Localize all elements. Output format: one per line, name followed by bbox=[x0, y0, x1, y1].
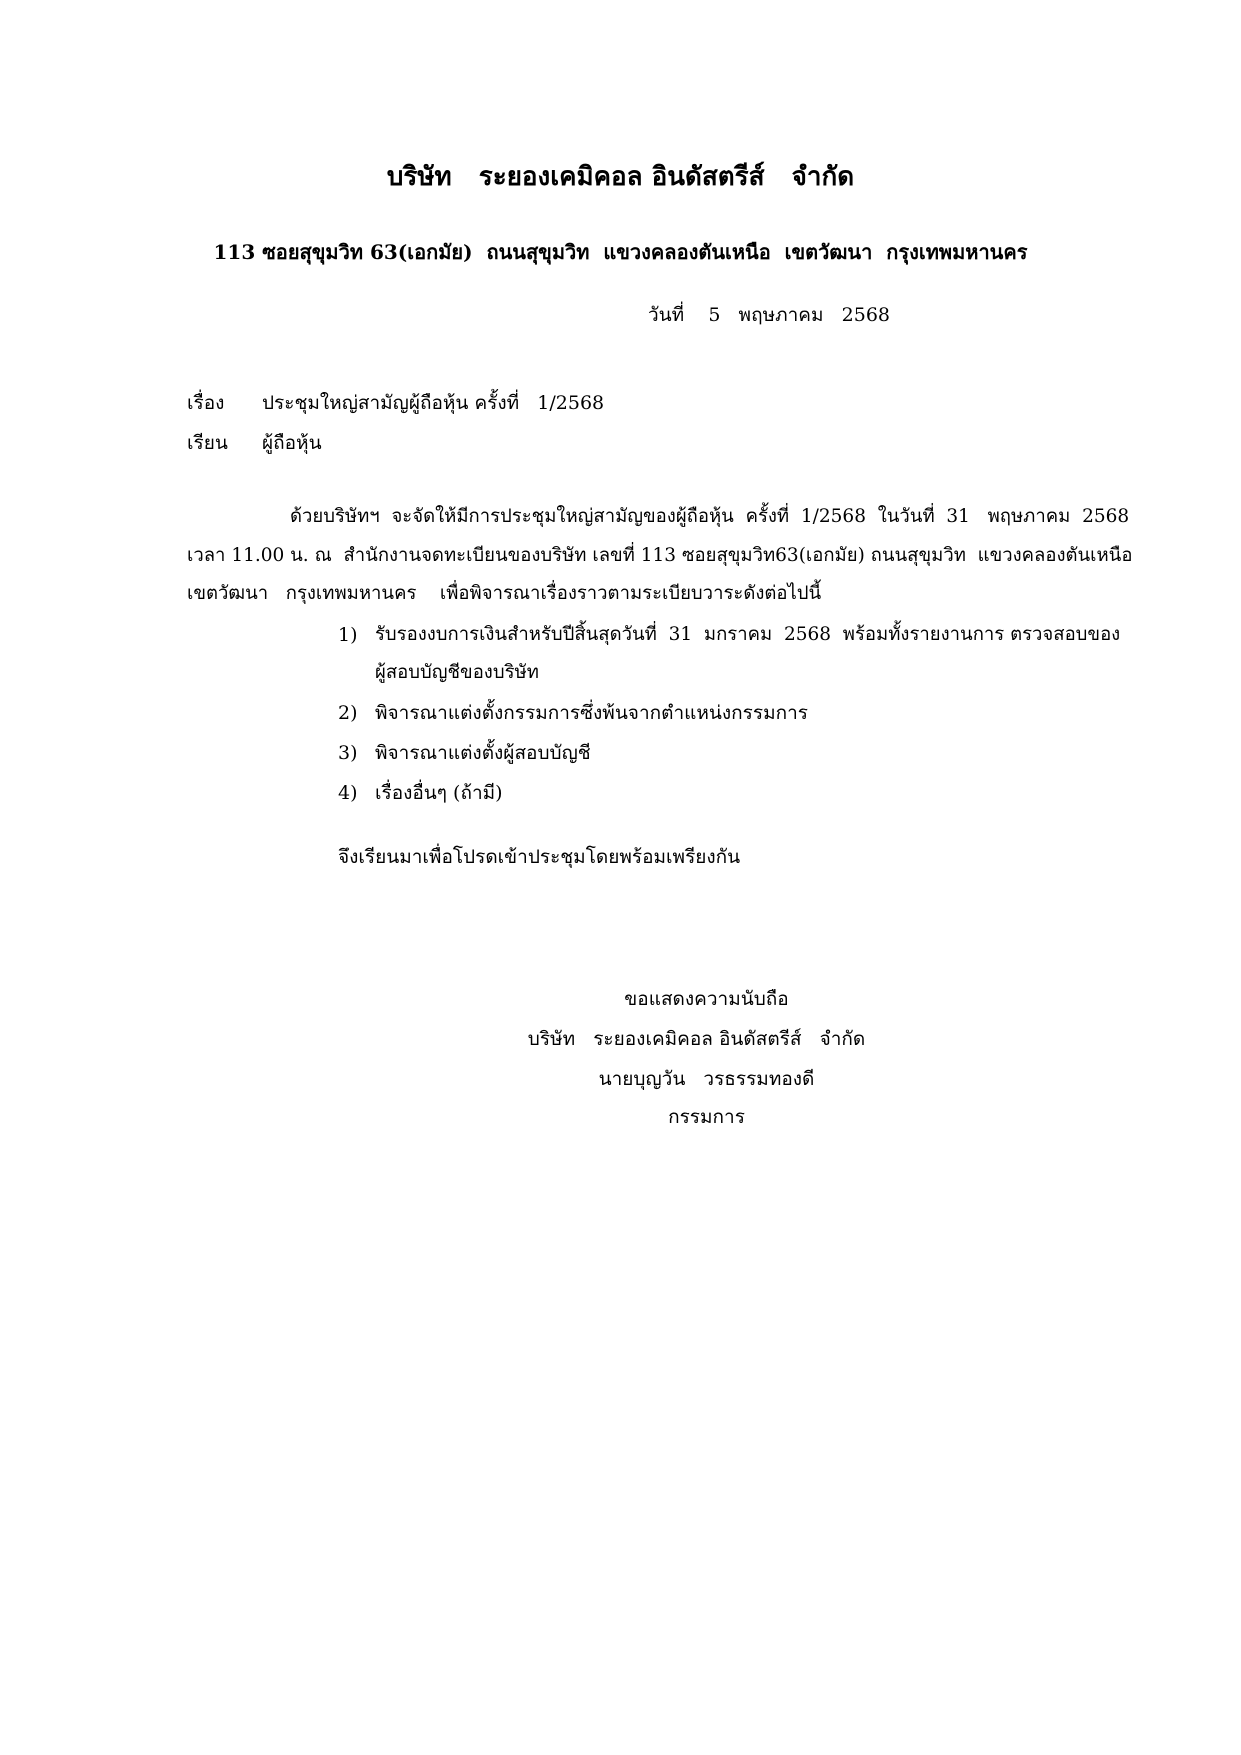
agenda-item-text: รับรองงบการเงินสำหรับปีสิ้นสุดวันที่ 31 มกราคม 2568 พร้อมทั้งรายงานการ ตรวจสอบของ bbox=[375, 624, 1121, 645]
agenda-item-number: 3) bbox=[338, 742, 358, 764]
body-paragraph-line-1: ด้วยบริษัทฯ จะจัดให้มีการประชุมใหญ่สามัญของผู้ถือหุ้น ครั้งที่ 1/2568 ในวันที่ 31 พฤษภาคม 2568 bbox=[290, 506, 1130, 527]
agenda-item-number: 2) bbox=[338, 702, 358, 724]
body-paragraph-line-2: เวลา 11.00 น. ณ สำนักงานจดทะเบียนของบริษัท เลขที่ 113 ซอยสุขุมวิท63(เอกมัย) ถนนสุขุมวิท แขวงคลองตันเหนือ bbox=[187, 545, 1133, 566]
company-name: บริษัท ระยองเคมิคอล อินดัสตรีส์ จำกัด bbox=[386, 162, 855, 192]
letter-date: วันที่ 5 พฤษภาคม 2568 bbox=[648, 304, 890, 326]
agenda-item-number: 4) bbox=[338, 782, 358, 804]
agenda-item-text-continued: ผู้สอบบัญชีของบริษัท bbox=[375, 662, 539, 683]
signature-name: นายบุญวัน วรธรรมทองดี bbox=[598, 1068, 815, 1090]
to-value: ผู้ถือหุ้น bbox=[262, 432, 322, 454]
company-address: 113 ซอยสุขุมวิท 63(เอกมัย) ถนนสุขุมวิท แขวงคลองตันเหนือ เขตวัฒนา กรุงเทพมหานคร bbox=[213, 240, 1028, 264]
agenda-item-text: พิจารณาแต่งตั้งผู้สอบบัญชี bbox=[375, 742, 591, 764]
subject-label: เรื่อง bbox=[187, 392, 225, 414]
to-label: เรียน bbox=[187, 432, 228, 454]
agenda-item-number: 1) bbox=[338, 624, 358, 646]
agenda-item-text: พิจารณาแต่งตั้งกรรมการซึ่งพ้นจากตำแหน่งกรรมการ bbox=[375, 702, 808, 724]
signature-regards: ขอแสดงความนับถือ bbox=[624, 988, 789, 1010]
signature-company: บริษัท ระยองเคมิคอล อินดัสตรีส์ จำกัด bbox=[527, 1028, 866, 1050]
subject-value: ประชุมใหญ่สามัญผู้ถือหุ้น ครั้งที่ 1/2568 bbox=[262, 392, 605, 414]
body-paragraph-line-3: เขตวัฒนา กรุงเทพมหานคร เพื่อพิจารณาเรื่องราวตามระเบียบวาระดังต่อไปนี้ bbox=[187, 583, 822, 604]
agenda-item-text: เรื่องอื่นๆ (ถ้ามี) bbox=[375, 782, 503, 804]
closing-line: จึงเรียนมาเพื่อโปรดเข้าประชุมโดยพร้อมเพรียงกัน bbox=[338, 846, 741, 868]
signature-title: กรรมการ bbox=[668, 1106, 745, 1128]
